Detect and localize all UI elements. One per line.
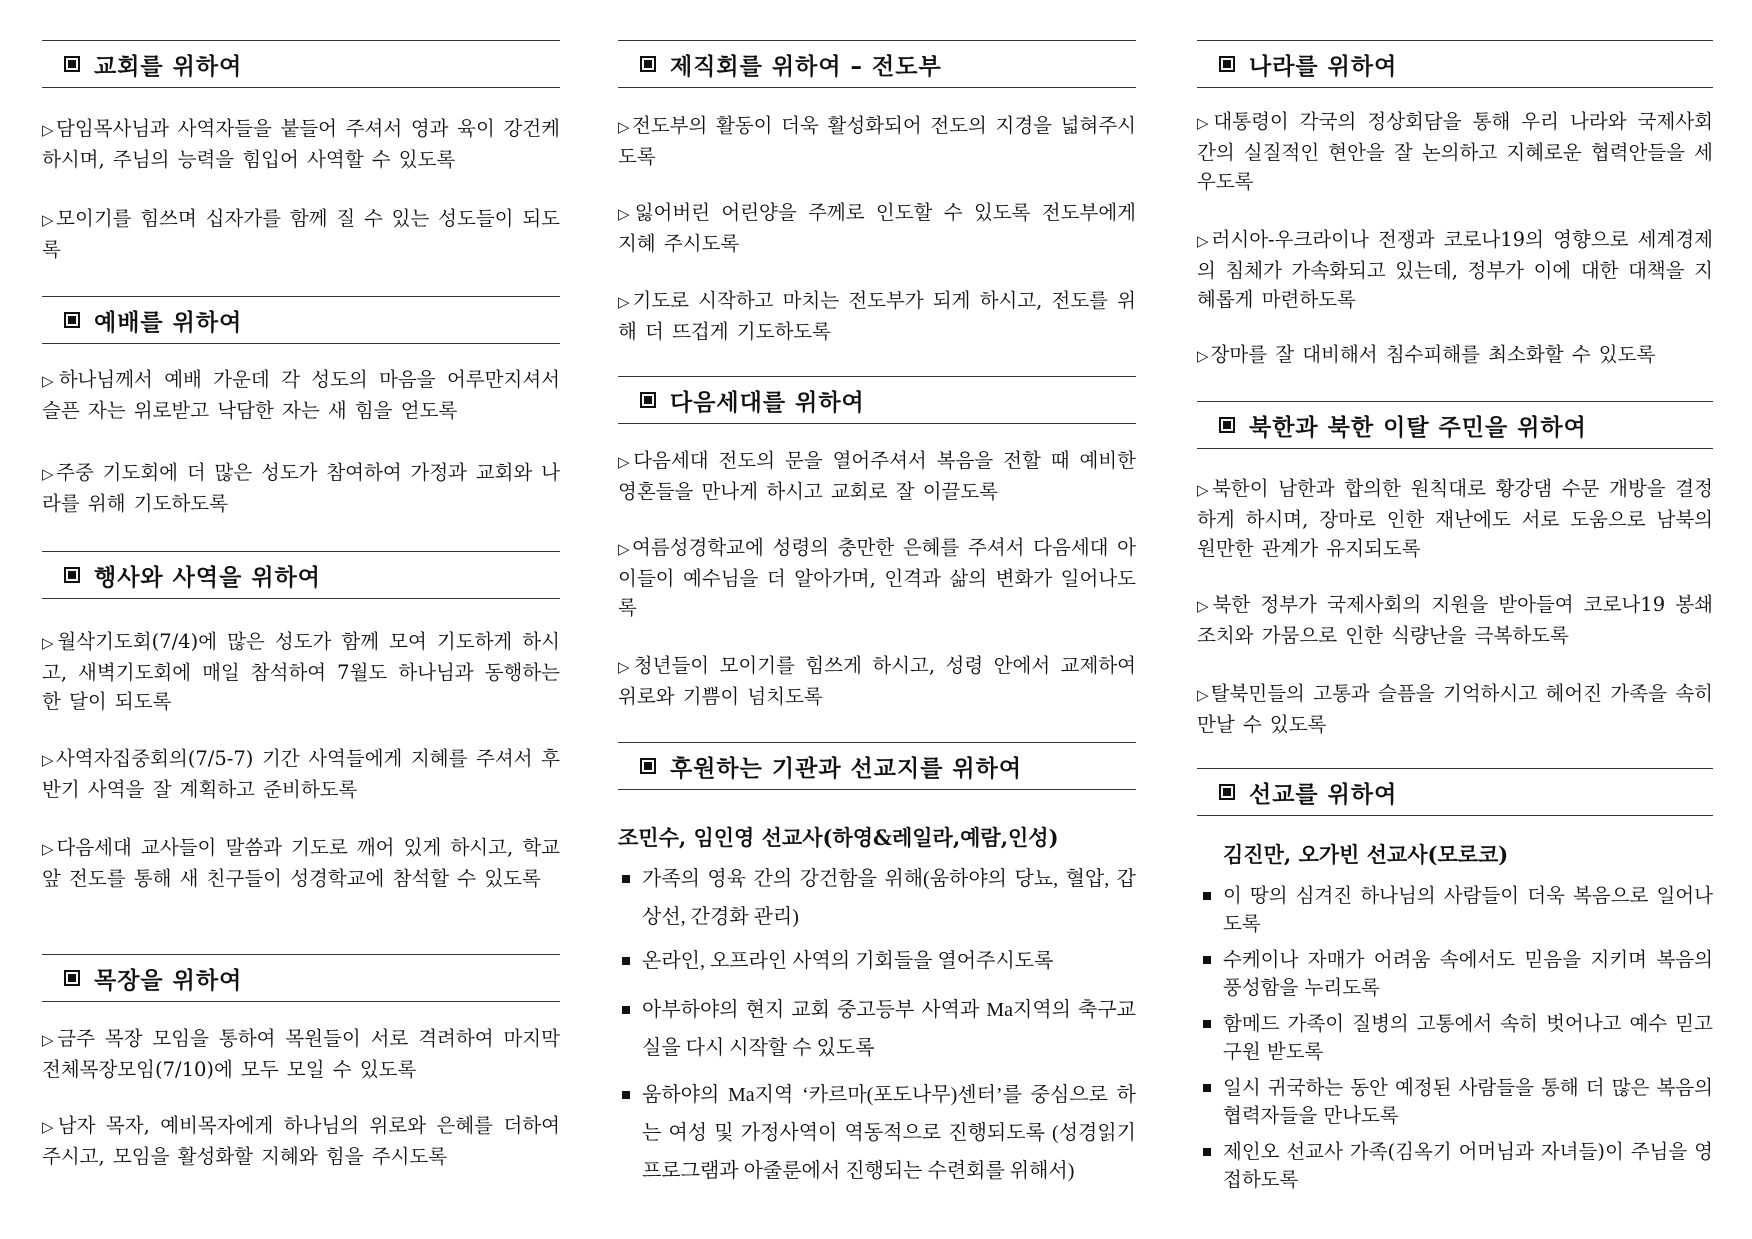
prayer-item: ▷ 기도로 시작하고 마치는 전도부가 되게 하시고, 전도를 위해 더 뜨겁게 기도하도록	[618, 289, 1136, 343]
section-header-events	[42, 551, 560, 599]
mission-bullet-item: 수케이나 자매가 어려움 속에서도 믿음을 지키며 복음의 풍성함을 누리도록	[1197, 946, 1713, 1002]
square-bullet-icon	[640, 56, 656, 72]
triangle-right-icon: ▷	[1197, 347, 1209, 365]
prayer-item: ▷ 러시아-우크라이나 전쟁과 코로나19의 영향으로 세계경제의 침체가 가속화되고 있는데, 정부가 이에 대한 대책을 지혜롭게 마련하도록	[1197, 228, 1713, 311]
prayer-item: ▷ 월삭기도회(7/4)에 많은 성도가 함께 모여 기도하게 하시고, 새벽기도회에 매일 참석하여 7월도 하나님과 동행하는 한 달이 되도록	[42, 630, 560, 713]
square-bullet-icon	[622, 957, 630, 965]
square-bullet-icon	[64, 567, 80, 583]
mission-bullet-item: 함메드 가족이 질병의 고통에서 속히 벗어나고 예수 믿고 구원 받도록	[1197, 1010, 1713, 1066]
square-bullet-icon	[640, 758, 656, 774]
mission-bullet-item: 가족의 영육 간의 강건함을 위해(움하야의 당뇨, 혈압, 갑상선, 간경화 관리)	[618, 860, 1136, 936]
prayer-item: ▷ 모이기를 힘쓰며 십자가를 함께 질 수 있는 성도들이 되도록	[42, 207, 560, 261]
triangle-right-icon: ▷	[618, 118, 630, 136]
square-bullet-icon	[64, 970, 80, 986]
prayer-item: ▷ 장마를 잘 대비해서 침수피해를 최소화할 수 있도록	[1197, 343, 1656, 366]
section-header-missions	[1197, 768, 1713, 816]
prayer-item: ▷ 담임목사님과 사역자들을 붙들어 주셔서 영과 육이 강건케 하시며, 주님의 능력을 힘입어 사역할 수 있도록	[42, 117, 560, 171]
prayer-item: ▷ 주중 기도회에 더 많은 성도가 참여하여 가정과 교회와 나라를 위해 기도하도록	[42, 461, 560, 515]
triangle-right-icon: ▷	[42, 211, 55, 229]
prayer-item: ▷ 청년들이 모이기를 힘쓰게 하시고, 성령 안에서 교제하여 위로와 기쁨이 넘치도록	[618, 654, 1136, 708]
square-bullet-icon	[1203, 892, 1211, 900]
square-bullet-icon	[640, 392, 656, 408]
triangle-right-icon: ▷	[1197, 597, 1211, 615]
section-title: 후원하는 기관과 선교지를 위하여	[670, 755, 1023, 782]
prayer-item: ▷ 하나님께서 예배 가운데 각 성도의 마음을 어루만지셔서 슬픈 자는 위로받고 낙담한 자는 새 힘을 얻도록	[42, 368, 560, 422]
square-bullet-icon	[64, 56, 80, 72]
triangle-right-icon: ▷	[618, 293, 631, 311]
square-bullet-icon	[1203, 1084, 1211, 1092]
triangle-right-icon: ▷	[618, 658, 632, 676]
prayer-item: ▷ 남자 목자, 예비목자에게 하나님의 위로와 은혜를 더하여 주시고, 모임을 활성화할 지혜와 힘을 주시도록	[42, 1114, 560, 1168]
section-header-supported-missions	[618, 742, 1136, 790]
prayer-item: ▷ 금주 목장 모임을 통하여 목원들이 서로 격려하여 마지막 전체목장모임(7/10)에 모두 모일 수 있도록	[42, 1027, 560, 1081]
prayer-item: ▷ 사역자집중회의(7/5-7) 기간 사역들에게 지혜를 주셔서 후반기 사역을 잘 계획하고 준비하도록	[42, 747, 560, 801]
square-bullet-icon	[622, 1091, 630, 1099]
section-title: 나라를 위하여	[1249, 53, 1398, 80]
section-header-nation	[1197, 40, 1713, 88]
section-title: 북한과 북한 이탈 주민을 위하여	[1249, 414, 1587, 441]
triangle-right-icon: ▷	[42, 372, 57, 390]
triangle-right-icon: ▷	[1197, 686, 1209, 704]
missionary-name: 조민수, 임인영 선교사(하영&레일라,예람,인성)	[618, 825, 1059, 850]
triangle-right-icon: ▷	[1197, 481, 1211, 499]
square-bullet-icon	[1219, 784, 1235, 800]
prayer-item: ▷ 여름성경학교에 성령의 충만한 은혜를 주셔서 다음세대 아이들이 예수님을 더 알아가며, 인격과 삶의 변화가 일어나도록	[618, 536, 1136, 619]
mission-bullet-item: 아부하야의 현지 교회 중고등부 사역과 Ma지역의 축구교실을 다시 시작할 수 있도록	[618, 991, 1136, 1067]
prayer-item: ▷ 다음세대 교사들이 말씀과 기도로 깨어 있게 하시고, 학교 앞 전도를 통해 새 친구들이 성경학교에 참석할 수 있도록	[42, 836, 560, 890]
missionary-name: 김진만, 오가빈 선교사(모로코)	[1223, 842, 1509, 867]
mission-bullet-item: 이 땅의 심겨진 하나님의 사람들이 더욱 복음으로 일어나도록	[1197, 882, 1713, 938]
prayer-item: ▷ 다음세대 전도의 문을 열어주셔서 복음을 전할 때 예비한 영혼들을 만나게 하시고 교회로 잘 이끌도록	[618, 449, 1136, 503]
section-title: 선교를 위하여	[1249, 781, 1398, 808]
square-bullet-icon	[1219, 56, 1235, 72]
square-bullet-icon	[1219, 417, 1235, 433]
section-header-worship	[42, 296, 560, 344]
prayer-item: ▷ 대통령이 각국의 정상회담을 통해 우리 나라와 국제사회 간의 실질적인 현안을 잘 논의하고 지혜로운 협력안들을 세우도록	[1197, 110, 1713, 193]
square-bullet-icon	[1203, 956, 1211, 964]
triangle-right-icon: ▷	[42, 121, 54, 139]
square-bullet-icon	[622, 875, 630, 883]
section-title: 교회를 위하여	[94, 53, 243, 80]
triangle-right-icon: ▷	[42, 1031, 56, 1049]
square-bullet-icon	[64, 312, 80, 328]
section-header-next-generation	[618, 376, 1136, 424]
triangle-right-icon: ▷	[42, 840, 55, 858]
triangle-right-icon: ▷	[618, 205, 633, 223]
prayer-item: ▷ 북한이 남한과 합의한 원칙대로 황강댐 수문 개방을 결정하게 하시며, 장마로 인한 재난에도 서로 도움으로 남북의 원만한 관계가 유지되도록	[1197, 477, 1713, 560]
section-title: 목장을 위하여	[94, 967, 243, 994]
section-header-church	[42, 40, 560, 88]
triangle-right-icon: ▷	[1197, 114, 1212, 132]
section-header-deacons-evangelism	[618, 40, 1136, 88]
triangle-right-icon: ▷	[1197, 232, 1210, 250]
triangle-right-icon: ▷	[618, 540, 630, 558]
square-bullet-icon	[1203, 1020, 1211, 1028]
mission-bullet-item: 온라인, 오프라인 사역의 기회들을 열어주시도록	[618, 942, 1136, 980]
prayer-item: ▷ 잃어버린 어린양을 주께로 인도할 수 있도록 전도부에게 지혜 주시도록	[618, 201, 1136, 255]
mission-bullet-item: 제인오 선교사 가족(김옥기 어머님과 자녀들)이 주님을 영접하도록	[1197, 1138, 1713, 1194]
triangle-right-icon: ▷	[42, 465, 55, 483]
section-title: 행사와 사역을 위하여	[94, 564, 321, 591]
square-bullet-icon	[622, 1006, 630, 1014]
section-header-cell-group	[42, 954, 560, 1002]
prayer-item: ▷ 탈북민들의 고통과 슬픔을 기억하시고 헤어진 가족을 속히 만날 수 있도록	[1197, 682, 1713, 736]
prayer-item: ▷ 전도부의 활동이 더욱 활성화되어 전도의 지경을 넓혀주시도록	[618, 114, 1136, 168]
prayer-item: ▷ 북한 정부가 국제사회의 지원을 받아들여 코로나19 봉쇄조치와 가뭄으로 인한 식량난을 극복하도록	[1197, 593, 1713, 647]
square-bullet-icon	[1203, 1148, 1211, 1156]
section-title: 제직회를 위하여 – 전도부	[670, 53, 942, 80]
mission-bullet-item: 움하야의 Ma지역 ‘카르마(포도나무)센터’를 중심으로 하는 여성 및 가정사역이 역동적으로 진행되도록 (성경읽기 프로그램과 아줄룬에서 진행되는 수련회를 위해서)	[618, 1076, 1136, 1190]
section-title: 다음세대를 위하여	[670, 389, 865, 416]
triangle-right-icon: ▷	[42, 1118, 56, 1136]
triangle-right-icon: ▷	[42, 634, 56, 652]
triangle-right-icon: ▷	[618, 453, 632, 471]
section-header-north-korea	[1197, 401, 1713, 449]
section-title: 예배를 위하여	[94, 309, 243, 336]
triangle-right-icon: ▷	[42, 751, 54, 769]
mission-bullet-item: 일시 귀국하는 동안 예정된 사람들을 통해 더 많은 복음의 협력자들을 만나도록	[1197, 1074, 1713, 1130]
